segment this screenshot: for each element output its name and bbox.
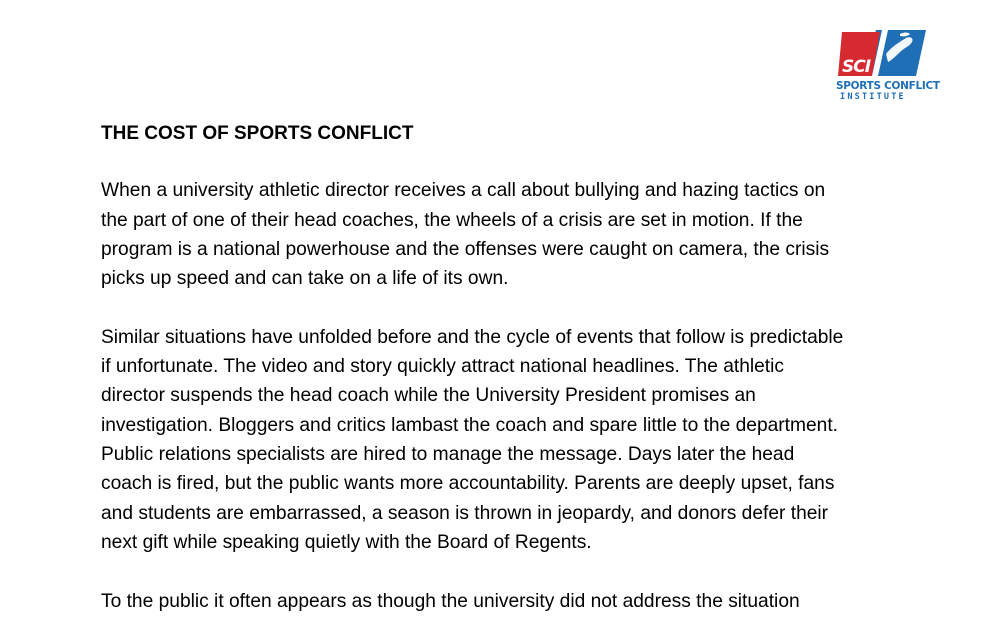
logo-text-line2: INSTITUTE xyxy=(840,92,906,102)
paragraph-2-line: and students are embarrassed, a season is thrown in jeopardy, and donors defer their xyxy=(101,503,829,524)
paragraph-2-line: Similar situations have unfolded before and the cycle of events that follow is predictable xyxy=(101,327,844,348)
paragraph-2-line: coach is fired, but the public wants more accountability. Parents are deeply upset, fans xyxy=(101,473,835,494)
paragraph-1-line: When a university athletic director receives a call about bullying and hazing tactics on xyxy=(101,180,826,201)
logo-text-line1: SPORTS CONFLICT xyxy=(836,80,940,92)
paragraph-2-line: director suspends the head coach while the University President promises an xyxy=(101,385,756,406)
paragraph-2-line: if unfortunate. The video and story quickly attract national headlines. The athletic xyxy=(101,356,784,377)
paragraph-1-line: program is a national powerhouse and the offenses were caught on camera, the crisis xyxy=(101,239,830,260)
paragraph-3-line: To the public it often appears as though the university did not address the situation xyxy=(101,591,800,612)
paragraph-1-line: the part of one of their head coaches, the wheels of a crisis are set in motion. If the xyxy=(101,210,803,231)
logo-abbr: SCI xyxy=(842,57,871,77)
document-title: THE COST OF SPORTS CONFLICT xyxy=(101,123,414,144)
paragraph-1-line: picks up speed and can take on a life of its own. xyxy=(101,268,509,289)
paragraph-2-line: Public relations specialists are hired to manage the message. Days later the head xyxy=(101,444,795,465)
paragraph-2-line: investigation. Bloggers and critics lambast the coach and spare little to the department. xyxy=(101,415,838,436)
sci-logo-mark-icon xyxy=(836,24,928,80)
paragraph-2-line: next gift while speaking quietly with the Board of Regents. xyxy=(101,532,592,553)
sports-conflict-institute-logo xyxy=(836,24,940,104)
